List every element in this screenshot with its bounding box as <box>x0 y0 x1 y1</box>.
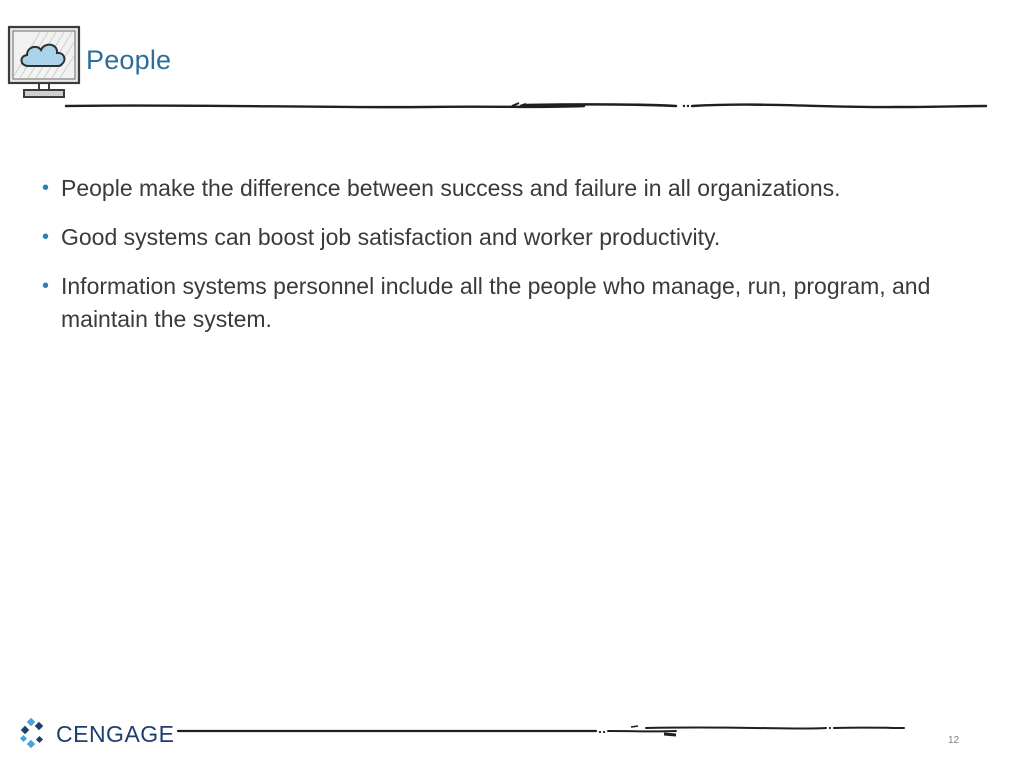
bullet-text: People make the difference between success and failure in all organizations. <box>61 175 841 201</box>
bullet-item <box>42 172 972 205</box>
bullet-text: Information systems personnel include all the people who manage, run, program, and maintain the system. <box>61 273 931 332</box>
cloud-monitor-icon <box>6 22 84 104</box>
bullet-item <box>42 270 972 336</box>
footer-divider <box>176 722 906 740</box>
cengage-logo-icon <box>18 717 48 751</box>
header-divider <box>64 98 988 114</box>
slide-title: People <box>86 45 172 75</box>
bullet-dot: • <box>42 226 50 248</box>
bullet-dot: • <box>42 275 50 297</box>
bullet-item <box>42 221 972 254</box>
bullet-text: Good systems can boost job satisfaction and worker productivity. <box>61 224 721 250</box>
cengage-logo <box>18 716 175 752</box>
bullet-list <box>42 172 972 352</box>
page-number: 12 <box>948 735 960 746</box>
brand-name: CENGAGE <box>56 721 175 747</box>
bullet-dot: • <box>42 177 50 199</box>
